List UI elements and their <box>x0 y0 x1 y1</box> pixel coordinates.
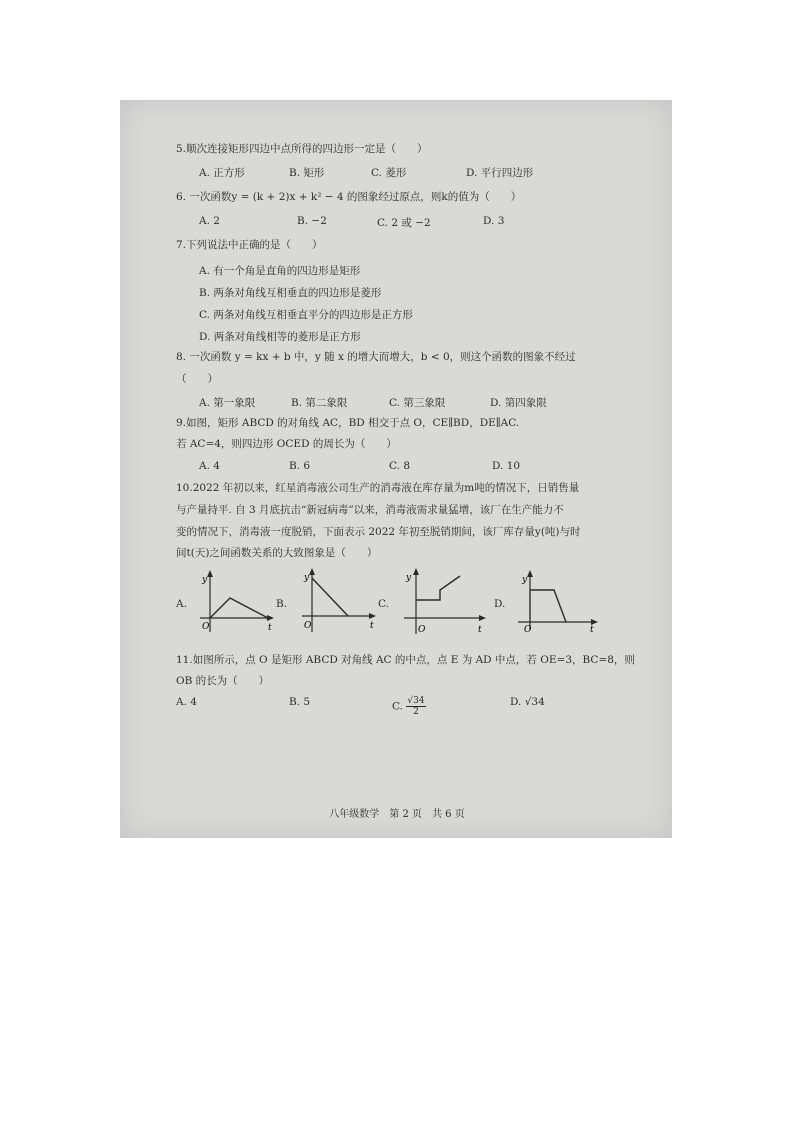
q10-graph-d-t: t <box>590 625 594 634</box>
q11-line2: OB 的长为（ ） <box>176 675 270 687</box>
q10-graph-c-label: C. <box>378 598 389 610</box>
q8-option-c: C. 第三象限 <box>389 397 446 409</box>
q11-option-b: B. 5 <box>289 696 311 708</box>
q6-option-b: B. −2 <box>297 215 327 227</box>
q10-graph-c <box>398 566 490 638</box>
q11-option-d-value: √34 <box>524 696 545 708</box>
q7-option-c: C. 两条对角线互相垂直平分的四边形是正方形 <box>199 309 413 321</box>
q11-option-c-numerator: √34 <box>407 696 425 706</box>
q9-option-c: C. 8 <box>389 460 411 472</box>
q10-graph-b-origin: O <box>304 621 312 631</box>
q10-line1: 10.2022 年初以来，红星消毒液公司生产的消毒液在库存量为m吨的情况下，日销售量 <box>176 482 580 494</box>
page-footer: 八年级数学 第 2 页 共 6 页 <box>329 809 465 820</box>
q8-option-a: A. 第一象限 <box>199 397 256 409</box>
q11-option-c-denominator: 2 <box>413 707 419 717</box>
q11-option-c <box>392 696 426 717</box>
q9-option-b: B. 6 <box>289 460 311 472</box>
q10-graph-d-origin: O <box>524 625 532 634</box>
q10-line4: 间t(天)之间函数关系的大致图象是（ ） <box>176 547 378 559</box>
q10-graph-a-origin: O <box>202 622 210 632</box>
q8-option-d: D. 第四象限 <box>490 397 547 409</box>
q10-graph-a <box>196 568 276 636</box>
q10-graph-a-y: y <box>202 575 208 585</box>
q11-option-c-label: C. <box>392 700 403 713</box>
q11-option-c-fraction <box>406 696 425 717</box>
q8-option-b: B. 第二象限 <box>291 397 348 409</box>
q6-option-d: D. 3 <box>483 215 505 227</box>
q5-option-b: B. 矩形 <box>289 167 325 179</box>
q7-stem: 7.下列说法中正确的是（ ） <box>176 239 323 251</box>
q10-graph-c-t: t <box>478 625 482 635</box>
q7-option-a: A. 有一个角是直角的四边形是矩形 <box>199 265 361 277</box>
q11-option-d-label: D. <box>510 696 522 708</box>
q10-graph-d <box>514 568 602 634</box>
q9-option-a: A. 4 <box>199 460 220 472</box>
q10-graph-b-y: y <box>304 573 310 583</box>
q10-graph-c-y: y <box>406 573 412 583</box>
q5-stem: 5.顺次连接矩形四边中点所得的四边形一定是（ ） <box>176 143 428 155</box>
q10-line3: 变的情况下，消毒液一度脱销，下面表示 2022 年初至脱销期间，该厂库存量y(吨)与时 <box>176 526 581 538</box>
q11-option-d <box>510 696 545 708</box>
q6-option-a: A. 2 <box>199 215 220 227</box>
q10-graph-d-y: y <box>522 575 528 585</box>
q7-option-d: D. 两条对角线相等的菱形是正方形 <box>199 331 361 343</box>
q9-stem: 9.如图，矩形 ABCD 的对角线 AC，BD 相交于点 O，CE∥BD，DE∥AC. <box>176 417 520 429</box>
q10-graph-c-origin: O <box>418 625 426 635</box>
q11-line1: 11.如图所示，点 O 是矩形 ABCD 对角线 AC 的中点，点 E 为 AD 中点，若 OE=3，BC=8，则 <box>176 654 635 666</box>
q6-stem: 6. 一次函数y = (k + 2)x + k² − 4 的图象经过原点，则k的值为（ ） <box>176 191 522 203</box>
q10-graph-b-t: t <box>370 621 374 631</box>
q8-stem-cont: （ ） <box>176 373 218 385</box>
q6-option-c: C. 2 或 −2 <box>377 217 431 229</box>
q5-option-c: C. 菱形 <box>371 167 407 179</box>
q10-graph-b <box>296 566 378 636</box>
q11-option-a: A. 4 <box>176 696 197 708</box>
q7-option-b: B. 两条对角线互相垂直的四边形是菱形 <box>199 287 382 299</box>
q5-option-d: D. 平行四边形 <box>466 167 534 179</box>
q8-stem: 8. 一次函数 y = kx + b 中，y 随 x 的增大而增大，b < 0，则这个函数的图象不经过 <box>176 351 576 363</box>
q5-option-a: A. 正方形 <box>199 167 245 179</box>
q9-stem2: 若 AC=4，则四边形 OCED 的周长为（ ） <box>176 438 397 450</box>
q10-graph-a-label: A. <box>176 598 187 610</box>
q10-graph-b-label: B. <box>276 598 288 610</box>
q10-line2: 与产量持平. 自 3 月底抗击“新冠病毒”以来，消毒液需求量猛增，该厂在生产能力不 <box>176 504 564 516</box>
q10-graph-d-label: D. <box>494 598 506 610</box>
q9-option-d: D. 10 <box>492 460 521 472</box>
q10-graph-a-t: t <box>268 623 272 633</box>
